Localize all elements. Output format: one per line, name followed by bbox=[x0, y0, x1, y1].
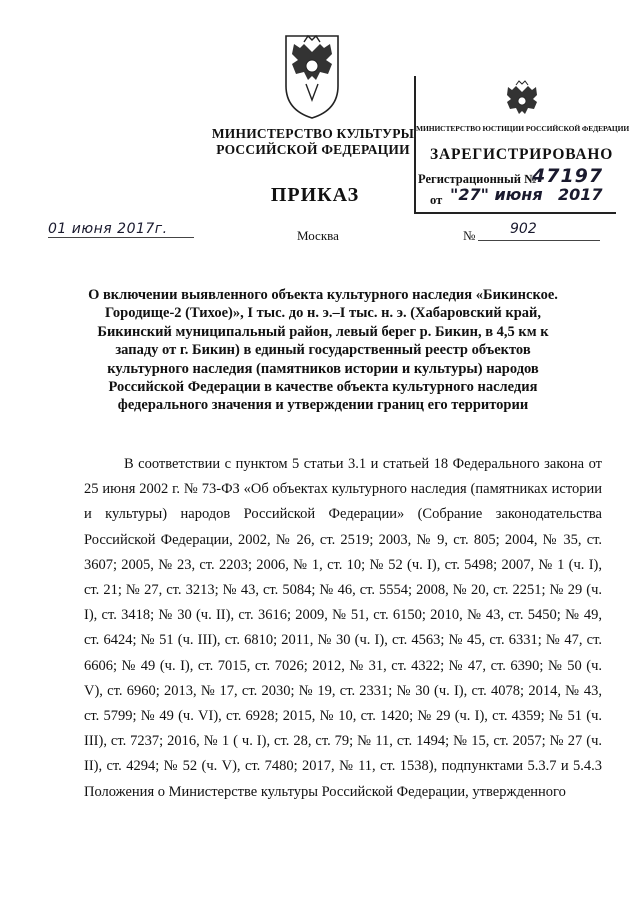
stamp-reg-label: Регистрационный № bbox=[418, 172, 537, 186]
stamp-date-prefix: от bbox=[430, 193, 443, 207]
stamp-date-handwritten: "27" июня bbox=[450, 185, 543, 204]
order-body: В соответствии с пунктом 5 статьи 3.1 и статьей 18 Федерального закона от 25 июня 2002 г. № 73-ФЗ «Об объектах культурного наследия (памятниках истории и культуры) народов Российской Федерации» (Собрание законодательства Российской Федерации, 2002, № 26, ст. 2519; 2003, № 9, ст. 805; 2004, № 35, ст. 3607; 2005, № 23, ст. 2203; 2006, № 1, ст. 10; № 52 (ч. I), ст. 5498; 2007, № 1 (ч. I), ст. 21; № 27, ст. 3213; № 43, ст. 5084; № 46, ст. 5554; 2008, № 20, ст. 2251; № 29 (ч. I), ст. 3418; № 30 (ч. II), ст. 3616; 2009, № 51, ст. 6150; 2010, № 43, ст. 5450; № 49, ст. 6424; № 51 (ч. III), ст. 6810; 2011, № 30 (ч. I), ст. 4563; № 45, ст. 6331; № 47, ст. 6606; № 49 (ч. I), ст. 7015, ст. 7026; 2012, № 31, ст. 4322; № 47, ст. 6390; № 50 (ч. V), ст. 6960; 2013, № 17, ст. 2030; № 19, ст. 2331; № 30 (ч. I), ст. 4078; 2014, № 43, ст. 5799; № 49 (ч. VI), ст. 6928; 2015, № 10, ст. 1420; № 29 (ч. I), ст. 4359; № 51 (ч. III), ст. 7237; 2016, № 1 ( ч. I), ст. 28, ст. 79; № 11, ст. 1494; № 15, ст. 2057; № 27 (ч. II), ст. 4294; № 52 (ч. V), ст. 7480; 2017, № 11, ст. 1538), подпунктами 5.3.7 и 5.4.3 Положения о Министерстве культуры Российской Федерации, утвержденного bbox=[84, 456, 602, 800]
order-number: 902 bbox=[510, 221, 537, 237]
stamp-reg-number: 47197 bbox=[532, 165, 604, 187]
stamp-year-handwritten: 2017 bbox=[558, 185, 603, 204]
coat-of-arms-icon bbox=[280, 30, 344, 120]
number-underline bbox=[478, 240, 600, 241]
stamp-agency: МИНИСТЕРСТВО ЮСТИЦИИ РОССИЙСКОЙ ФЕДЕРАЦИИ bbox=[416, 124, 630, 133]
registration-stamp bbox=[414, 76, 630, 214]
stamp-emblem-icon bbox=[500, 78, 544, 122]
order-date: 01 июня 2017г. bbox=[48, 221, 168, 237]
date-underline bbox=[48, 237, 194, 238]
order-title: О включении выявленного объекта культурного наследия «Бикинское. Городище-2 (Тихое)», I тыс. до н. э.–I тыс. н. э. (Хабаровский край, Бикинский муниципальный район, левый берег р. Бикин, в 4,5 км к западу от г. Бикин) в единый государственный реестр объектов культурного наследия (памятников истории и культуры) народов Российской Федерации в качестве объекта культурного наследия федерального значения и утверждении границ его территории bbox=[88, 287, 558, 414]
order-city: Москва bbox=[297, 228, 339, 243]
stamp-title: ЗАРЕГИСТРИРОВАНО bbox=[430, 146, 614, 163]
document-type: ПРИКАЗ bbox=[270, 184, 360, 206]
order-number-label: № bbox=[463, 228, 476, 243]
ministry-name: МИНИСТЕРСТВО КУЛЬТУРЫ РОССИЙСКОЙ ФЕДЕРАЦИИ bbox=[211, 126, 415, 157]
